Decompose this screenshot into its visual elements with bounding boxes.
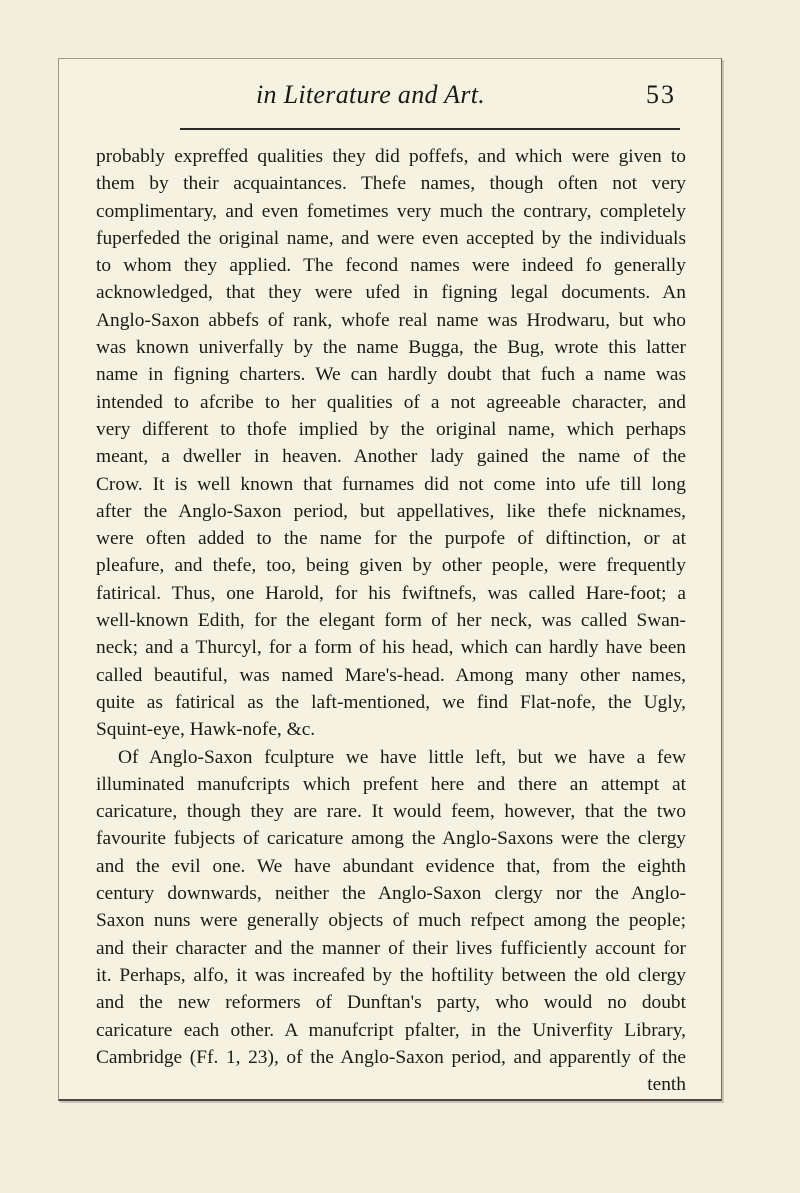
page-number: 53 <box>646 80 676 109</box>
text-line: acknowledged, that they were ufed in figning legal documents. An <box>96 282 686 304</box>
text-line: Cambridge (Ff. 1, 23), of the Anglo-Saxon period, and apparently of the <box>96 1046 686 1068</box>
text-line: very different to thofe implied by the original name, which perhaps <box>96 418 686 440</box>
text-line: intended to afcribe to her qualities of a not agreeable character, and <box>96 391 686 413</box>
catchword: tenth <box>647 1074 686 1096</box>
text-line: pleafure, and thefe, too, being given by other people, were frequently <box>96 555 686 577</box>
text-line: was known univerfally by the name Bugga, the Bug, wrote this latter <box>96 337 686 359</box>
text-line: Saxon nuns were generally objects of much refpect among the people; <box>96 910 686 932</box>
text-line: called beautiful, was named Mare's-head. Among many other names, <box>96 664 686 686</box>
text-line: them by their acquaintances. Thefe names, though often not very <box>96 173 686 195</box>
text-line: complimentary, and even fometimes very much the contrary, completely <box>96 200 686 222</box>
text-line: well-known Edith, for the elegant form of her neck, was called Swan- <box>96 610 686 632</box>
text-line: and the new reformers of Dunftan's party, who would no doubt <box>96 992 686 1014</box>
text-line: it. Perhaps, alfo, it was increafed by the hoftility between the old clergy <box>96 964 686 986</box>
text-line: neck; and a Thurcyl, for a form of his head, which can hardly have been <box>96 637 686 659</box>
running-title: in Literature and Art. <box>256 80 486 109</box>
header-rule <box>180 128 680 130</box>
text-line: to whom they applied. The fecond names were indeed fo generally <box>96 255 686 277</box>
text-line: fatirical. Thus, one Harold, for his fwiftnefs, was called Hare-foot; a <box>96 582 686 604</box>
body-text <box>96 143 686 1098</box>
text-line: century downwards, neither the Anglo-Saxon clergy nor the Anglo- <box>96 883 686 905</box>
page-header <box>200 78 690 118</box>
text-line: after the Anglo-Saxon period, but appellatives, like thefe nicknames, <box>96 500 686 522</box>
text-line: Squint-eye, Hawk-nofe, &c. <box>96 719 316 741</box>
text-line: illuminated manufcripts which prefent here and there an attempt at <box>96 773 686 795</box>
text-line: meant, a dweller in heaven. Another lady gained the name of the <box>96 446 686 468</box>
text-line: caricature each other. A manufcript pfalter, in the Univerfity Library, <box>96 1019 686 1041</box>
text-line: fuperfeded the original name, and were even accepted by the individuals <box>96 227 686 249</box>
text-line: and their character and the manner of their lives fufficiently account for <box>96 937 686 959</box>
text-line: probably expreffed qualities they did poffefs, and which were given to <box>96 146 686 167</box>
text-line: Of Anglo-Saxon fculpture we have little left, but we have a few <box>118 746 686 768</box>
text-line: Crow. It is well known that furnames did not come into ufe till long <box>96 473 686 495</box>
text-line: name in figning charters. We can hardly doubt that fuch a name was <box>96 364 686 386</box>
text-line: caricature, though they are rare. It would feem, however, that the two <box>96 801 686 823</box>
text-line: were often added to the name for the purpofe of diftinction, or at <box>96 528 686 550</box>
text-line: and the evil one. We have abundant evidence that, from the eighth <box>96 855 686 877</box>
text-line: Anglo-Saxon abbefs of rank, whofe real name was Hrodwaru, but who <box>96 309 686 331</box>
text-line: favourite fubjects of caricature among the Anglo-Saxons were the clergy <box>96 828 686 850</box>
text-line: quite as fatirical as the laft-mentioned, we find Flat-nofe, the Ugly, <box>96 691 686 713</box>
